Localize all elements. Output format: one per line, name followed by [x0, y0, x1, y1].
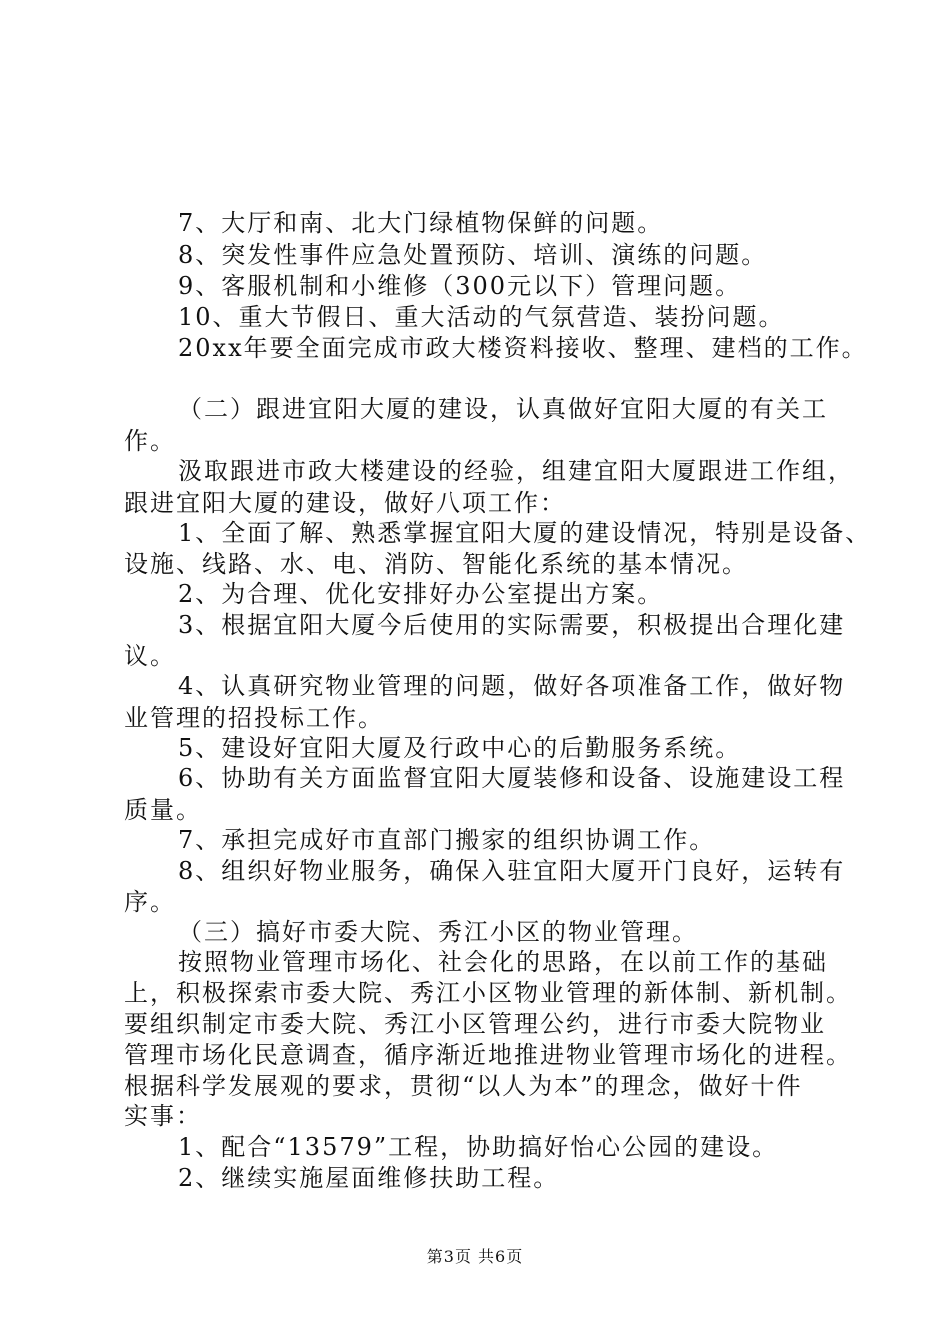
text-line: 实事：	[124, 1102, 202, 1130]
text-line: 1、配合“13579”工程，协助搞好怡心公园的建设。	[178, 1133, 779, 1161]
text-line: 汲取跟进市政大楼建设的经验，组建宜阳大厦跟进工作组，	[178, 457, 854, 485]
text-line: 4、认真研究物业管理的问题，做好各项准备工作，做好物	[178, 672, 846, 700]
text-line: 作。	[124, 427, 176, 455]
text-line: 20xx年要全面完成市政大楼资料接收、整理、建档的工作。	[178, 334, 868, 362]
text-line: 7、大厅和南、北大门绿植物保鲜的问题。	[178, 209, 664, 237]
text-line: 议。	[124, 642, 176, 670]
text-line: 跟进宜阳大厦的建设，做好八项工作：	[124, 489, 566, 517]
text-line: 上，积极探索市委大院、秀江小区物业管理的新体制、新机制。	[124, 979, 852, 1007]
text-line: 1、全面了解、熟悉掌握宜阳大厦的建设情况，特别是设备、	[178, 519, 872, 547]
text-line: 3、根据宜阳大厦今后使用的实际需要，积极提出合理化建	[178, 611, 846, 639]
text-line: 序。	[124, 888, 176, 916]
text-line: 8、突发性事件应急处置预防、培训、演练的问题。	[178, 241, 768, 269]
text-line: 质量。	[124, 796, 202, 824]
text-line: 按照物业管理市场化、社会化的思路，在以前工作的基础	[178, 948, 828, 976]
text-line: 10、重大节假日、重大活动的气氛营造、装扮问题。	[178, 303, 785, 331]
text-line: 6、协助有关方面监督宜阳大厦装修和设备、设施建设工程	[178, 764, 846, 792]
page-number-footer: 第3页 共6页	[426, 1247, 524, 1266]
text-line: 2、为合理、优化安排好办公室提出方案。	[178, 580, 664, 608]
text-line: 9、客服机制和小维修（300元以下）管理问题。	[178, 272, 742, 300]
text-line: 5、建设好宜阳大厦及行政中心的后勤服务系统。	[178, 734, 742, 762]
text-line: 根据科学发展观的要求，贯彻“以人为本”的理念，做好十件	[124, 1072, 803, 1100]
section-heading: （三）搞好市委大院、秀江小区的物业管理。	[178, 918, 698, 946]
text-line: 7、承担完成好市直部门搬家的组织协调工作。	[178, 826, 716, 854]
text-line: 要组织制定市委大院、秀江小区管理公约，进行市委大院物业	[124, 1010, 826, 1038]
text-line: 业管理的招投标工作。	[124, 704, 384, 732]
text-line: 8、组织好物业服务，确保入驻宜阳大厦开门良好，运转有	[178, 857, 846, 885]
text-line: 设施、线路、水、电、消防、智能化系统的基本情况。	[124, 550, 748, 578]
text-line: 2、继续实施屋面维修扶助工程。	[178, 1164, 560, 1192]
text-line: 管理市场化民意调查，循序渐近地推进物业管理市场化的进程。	[124, 1041, 852, 1069]
section-heading: （二）跟进宜阳大厦的建设，认真做好宜阳大厦的有关工	[178, 395, 828, 423]
